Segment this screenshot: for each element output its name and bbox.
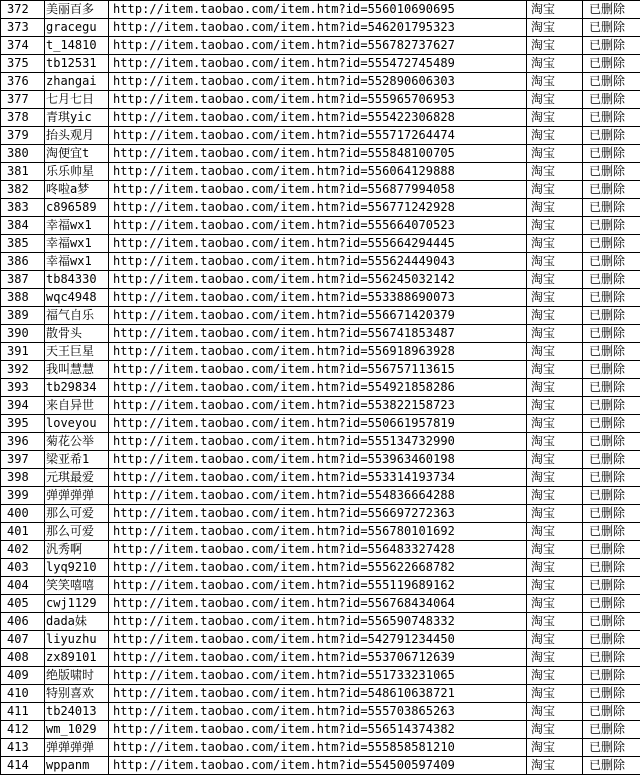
- username-cell[interactable]: 幸福wx1: [45, 217, 109, 235]
- username-cell[interactable]: tb12531: [45, 55, 109, 73]
- item-url-cell[interactable]: http://item.taobao.com/item.htm?id=542791234450: [109, 631, 527, 649]
- status-cell[interactable]: 已删除: [583, 451, 640, 469]
- username-cell[interactable]: cwj1129: [45, 595, 109, 613]
- username-cell[interactable]: dada妹: [45, 613, 109, 631]
- table-row: [1, 361, 640, 379]
- username-cell[interactable]: 散骨头: [45, 325, 109, 343]
- username-cell[interactable]: 笑笑嘻嘻: [45, 577, 109, 595]
- item-url-cell[interactable]: http://item.taobao.com/item.htm?id=552890606303: [109, 73, 527, 91]
- platform-cell[interactable]: 淘宝: [527, 631, 583, 649]
- table-row: [1, 343, 640, 361]
- username-cell[interactable]: 弹弹弹弹: [45, 487, 109, 505]
- table-row: [1, 19, 640, 37]
- table-row: [1, 739, 640, 757]
- platform-cell[interactable]: 淘宝: [527, 217, 583, 235]
- platform-cell[interactable]: 淘宝: [527, 577, 583, 595]
- item-url-cell[interactable]: http://item.taobao.com/item.htm?id=555858581210: [109, 739, 527, 757]
- item-url-cell[interactable]: http://item.taobao.com/item.htm?id=553388690073: [109, 289, 527, 307]
- username-cell[interactable]: 淘便宜t: [45, 145, 109, 163]
- table-row: [1, 649, 640, 667]
- platform-cell[interactable]: 淘宝: [527, 595, 583, 613]
- item-url-cell[interactable]: http://item.taobao.com/item.htm?id=555965706953: [109, 91, 527, 109]
- username-cell[interactable]: 咚啦a梦: [45, 181, 109, 199]
- row-number-cell[interactable]: 383: [1, 199, 45, 217]
- username-cell[interactable]: tb84330: [45, 271, 109, 289]
- username-cell[interactable]: 幸福wx1: [45, 235, 109, 253]
- status-cell[interactable]: 已删除: [583, 469, 640, 487]
- username-cell[interactable]: 抬头观月: [45, 127, 109, 145]
- username-cell[interactable]: 绝版啸时: [45, 667, 109, 685]
- item-url-cell[interactable]: http://item.taobao.com/item.htm?id=556768434064: [109, 595, 527, 613]
- username-cell[interactable]: 来自异世: [45, 397, 109, 415]
- table-row: [1, 307, 640, 325]
- item-url-cell[interactable]: http://item.taobao.com/item.htm?id=556697272363: [109, 505, 527, 523]
- platform-cell[interactable]: 淘宝: [527, 19, 583, 37]
- username-cell[interactable]: zx89101: [45, 649, 109, 667]
- row-number-cell[interactable]: 414: [1, 757, 45, 775]
- status-cell[interactable]: 已删除: [583, 613, 640, 631]
- status-cell[interactable]: 已删除: [583, 361, 640, 379]
- status-cell[interactable]: 已删除: [583, 55, 640, 73]
- table-row: [1, 253, 640, 271]
- table-row: [1, 595, 640, 613]
- platform-cell[interactable]: 淘宝: [527, 559, 583, 577]
- platform-cell[interactable]: 淘宝: [527, 37, 583, 55]
- username-cell[interactable]: tb24013: [45, 703, 109, 721]
- item-url-cell[interactable]: http://item.taobao.com/item.htm?id=556780101692: [109, 523, 527, 541]
- platform-cell[interactable]: 淘宝: [527, 343, 583, 361]
- status-cell[interactable]: 已删除: [583, 163, 640, 181]
- status-cell[interactable]: 已删除: [583, 379, 640, 397]
- username-cell[interactable]: 元琪最爱: [45, 469, 109, 487]
- platform-cell[interactable]: 淘宝: [527, 91, 583, 109]
- table-row: [1, 469, 640, 487]
- row-number-cell[interactable]: 385: [1, 235, 45, 253]
- item-url-cell[interactable]: http://item.taobao.com/item.htm?id=551733231065: [109, 667, 527, 685]
- row-number-cell[interactable]: 404: [1, 577, 45, 595]
- username-cell[interactable]: wppanm: [45, 757, 109, 775]
- row-number-cell[interactable]: 390: [1, 325, 45, 343]
- row-number-cell[interactable]: 377: [1, 91, 45, 109]
- username-cell[interactable]: zhangai: [45, 73, 109, 91]
- item-url-cell[interactable]: http://item.taobao.com/item.htm?id=556514374382: [109, 721, 527, 739]
- table-row: [1, 163, 640, 181]
- username-cell[interactable]: 汎秀啊: [45, 541, 109, 559]
- username-cell[interactable]: c896589: [45, 199, 109, 217]
- status-cell[interactable]: 已删除: [583, 145, 640, 163]
- table-row: [1, 325, 640, 343]
- platform-cell[interactable]: 淘宝: [527, 1, 583, 19]
- username-cell[interactable]: 那么可爱: [45, 523, 109, 541]
- row-number-cell[interactable]: 410: [1, 685, 45, 703]
- platform-cell[interactable]: 淘宝: [527, 649, 583, 667]
- username-cell[interactable]: 我叫慧慧: [45, 361, 109, 379]
- status-cell[interactable]: 已删除: [583, 649, 640, 667]
- table-row: [1, 559, 640, 577]
- item-url-cell[interactable]: http://item.taobao.com/item.htm?id=553822158723: [109, 397, 527, 415]
- item-url-cell[interactable]: http://item.taobao.com/item.htm?id=556483327428: [109, 541, 527, 559]
- row-number-cell[interactable]: 401: [1, 523, 45, 541]
- platform-cell[interactable]: 淘宝: [527, 271, 583, 289]
- item-url-cell[interactable]: http://item.taobao.com/item.htm?id=556671420379: [109, 307, 527, 325]
- table-row: [1, 181, 640, 199]
- status-cell[interactable]: 已删除: [583, 343, 640, 361]
- status-cell[interactable]: 已删除: [583, 415, 640, 433]
- row-number-cell[interactable]: 380: [1, 145, 45, 163]
- row-number-cell[interactable]: 375: [1, 55, 45, 73]
- status-cell[interactable]: 已删除: [583, 235, 640, 253]
- status-cell[interactable]: 已删除: [583, 109, 640, 127]
- table-row: [1, 523, 640, 541]
- username-cell[interactable]: 菊花公举: [45, 433, 109, 451]
- row-number-cell[interactable]: 411: [1, 703, 45, 721]
- username-cell[interactable]: gracegu: [45, 19, 109, 37]
- platform-cell[interactable]: 淘宝: [527, 685, 583, 703]
- table-row: [1, 631, 640, 649]
- status-cell[interactable]: 已删除: [583, 685, 640, 703]
- status-cell[interactable]: 已删除: [583, 325, 640, 343]
- status-cell[interactable]: 已删除: [583, 595, 640, 613]
- status-cell[interactable]: 已删除: [583, 73, 640, 91]
- table-row: [1, 451, 640, 469]
- status-cell[interactable]: 已删除: [583, 1, 640, 19]
- status-cell[interactable]: 已删除: [583, 667, 640, 685]
- item-url-cell[interactable]: http://item.taobao.com/item.htm?id=554500597409: [109, 757, 527, 775]
- table-row: [1, 415, 640, 433]
- row-number-cell[interactable]: 406: [1, 613, 45, 631]
- username-cell[interactable]: 那么可爱: [45, 505, 109, 523]
- table-row: [1, 577, 640, 595]
- platform-cell[interactable]: 淘宝: [527, 415, 583, 433]
- platform-cell[interactable]: 淘宝: [527, 613, 583, 631]
- row-number-cell[interactable]: 376: [1, 73, 45, 91]
- row-number-cell[interactable]: 391: [1, 343, 45, 361]
- platform-cell[interactable]: 淘宝: [527, 55, 583, 73]
- item-url-cell[interactable]: http://item.taobao.com/item.htm?id=555119689162: [109, 577, 527, 595]
- platform-cell[interactable]: 淘宝: [527, 253, 583, 271]
- row-number-cell[interactable]: 372: [1, 1, 45, 19]
- username-cell[interactable]: tb29834: [45, 379, 109, 397]
- username-cell[interactable]: 乐乐帅星: [45, 163, 109, 181]
- platform-cell[interactable]: 淘宝: [527, 289, 583, 307]
- platform-cell[interactable]: 淘宝: [527, 703, 583, 721]
- item-url-cell[interactable]: http://item.taobao.com/item.htm?id=556064129888: [109, 163, 527, 181]
- username-cell[interactable]: t_14810: [45, 37, 109, 55]
- item-url-cell[interactable]: http://item.taobao.com/item.htm?id=555664294445: [109, 235, 527, 253]
- status-cell[interactable]: 已删除: [583, 253, 640, 271]
- username-cell[interactable]: 青琪yic: [45, 109, 109, 127]
- status-cell[interactable]: 已删除: [583, 289, 640, 307]
- platform-cell[interactable]: 淘宝: [527, 145, 583, 163]
- status-cell[interactable]: 已删除: [583, 721, 640, 739]
- status-cell[interactable]: 已删除: [583, 577, 640, 595]
- platform-cell[interactable]: 淘宝: [527, 451, 583, 469]
- row-number-cell[interactable]: 379: [1, 127, 45, 145]
- table-row: [1, 721, 640, 739]
- platform-cell[interactable]: 淘宝: [527, 541, 583, 559]
- status-cell[interactable]: 已删除: [583, 19, 640, 37]
- username-cell[interactable]: liyuzhu: [45, 631, 109, 649]
- username-cell[interactable]: wqc4948: [45, 289, 109, 307]
- platform-cell[interactable]: 淘宝: [527, 199, 583, 217]
- table-row: [1, 703, 640, 721]
- status-cell[interactable]: 已删除: [583, 505, 640, 523]
- platform-cell[interactable]: 淘宝: [527, 325, 583, 343]
- status-cell[interactable]: 已删除: [583, 757, 640, 775]
- status-cell[interactable]: 已删除: [583, 559, 640, 577]
- item-url-cell[interactable]: http://item.taobao.com/item.htm?id=555703865263: [109, 703, 527, 721]
- row-number-cell[interactable]: 386: [1, 253, 45, 271]
- item-url-cell[interactable]: http://item.taobao.com/item.htm?id=555664070523: [109, 217, 527, 235]
- status-cell[interactable]: 已删除: [583, 523, 640, 541]
- row-number-cell[interactable]: 413: [1, 739, 45, 757]
- platform-cell[interactable]: 淘宝: [527, 379, 583, 397]
- row-number-cell[interactable]: 395: [1, 415, 45, 433]
- table-row: [1, 757, 640, 775]
- item-url-cell[interactable]: http://item.taobao.com/item.htm?id=553314193734: [109, 469, 527, 487]
- username-cell[interactable]: 福气自乐: [45, 307, 109, 325]
- status-cell[interactable]: 已删除: [583, 739, 640, 757]
- table-row: [1, 73, 640, 91]
- table-row: [1, 1, 640, 19]
- username-cell[interactable]: lyq9210: [45, 559, 109, 577]
- item-url-cell[interactable]: http://item.taobao.com/item.htm?id=555624449043: [109, 253, 527, 271]
- row-number-cell[interactable]: 374: [1, 37, 45, 55]
- platform-cell[interactable]: 淘宝: [527, 127, 583, 145]
- table-row: [1, 505, 640, 523]
- status-cell[interactable]: 已删除: [583, 37, 640, 55]
- item-url-cell[interactable]: http://item.taobao.com/item.htm?id=556782737627: [109, 37, 527, 55]
- row-number-cell[interactable]: 408: [1, 649, 45, 667]
- platform-cell[interactable]: 淘宝: [527, 397, 583, 415]
- status-cell[interactable]: 已删除: [583, 199, 640, 217]
- item-url-cell[interactable]: http://item.taobao.com/item.htm?id=554921858286: [109, 379, 527, 397]
- status-cell[interactable]: 已删除: [583, 631, 640, 649]
- table-row: [1, 235, 640, 253]
- row-number-cell[interactable]: 388: [1, 289, 45, 307]
- row-number-cell[interactable]: 384: [1, 217, 45, 235]
- status-cell[interactable]: 已删除: [583, 181, 640, 199]
- table-row: [1, 55, 640, 73]
- status-cell[interactable]: 已删除: [583, 541, 640, 559]
- item-url-cell[interactable]: http://item.taobao.com/item.htm?id=555422306828: [109, 109, 527, 127]
- row-number-cell[interactable]: 378: [1, 109, 45, 127]
- status-cell[interactable]: 已删除: [583, 271, 640, 289]
- platform-cell[interactable]: 淘宝: [527, 469, 583, 487]
- platform-cell[interactable]: 淘宝: [527, 757, 583, 775]
- row-number-cell[interactable]: 389: [1, 307, 45, 325]
- table-row: [1, 433, 640, 451]
- row-number-cell[interactable]: 398: [1, 469, 45, 487]
- item-url-cell[interactable]: http://item.taobao.com/item.htm?id=555848100705: [109, 145, 527, 163]
- status-cell[interactable]: 已删除: [583, 91, 640, 109]
- status-cell[interactable]: 已删除: [583, 703, 640, 721]
- platform-cell[interactable]: 淘宝: [527, 361, 583, 379]
- item-url-cell[interactable]: http://item.taobao.com/item.htm?id=553706712639: [109, 649, 527, 667]
- row-number-cell[interactable]: 400: [1, 505, 45, 523]
- platform-cell[interactable]: 淘宝: [527, 109, 583, 127]
- table-row: [1, 109, 640, 127]
- username-cell[interactable]: wm_1029: [45, 721, 109, 739]
- row-number-cell[interactable]: 402: [1, 541, 45, 559]
- row-number-cell[interactable]: 373: [1, 19, 45, 37]
- row-number-cell[interactable]: 409: [1, 667, 45, 685]
- item-url-cell[interactable]: http://item.taobao.com/item.htm?id=546201795323: [109, 19, 527, 37]
- row-number-cell[interactable]: 382: [1, 181, 45, 199]
- status-cell[interactable]: 已删除: [583, 307, 640, 325]
- item-url-cell[interactable]: http://item.taobao.com/item.htm?id=556771242928: [109, 199, 527, 217]
- item-url-cell[interactable]: http://item.taobao.com/item.htm?id=553963460198: [109, 451, 527, 469]
- table-row: [1, 217, 640, 235]
- row-number-cell[interactable]: 405: [1, 595, 45, 613]
- table-row: [1, 613, 640, 631]
- row-number-cell[interactable]: 392: [1, 361, 45, 379]
- table-row: [1, 487, 640, 505]
- table-row: [1, 91, 640, 109]
- item-url-cell[interactable]: http://item.taobao.com/item.htm?id=555472745489: [109, 55, 527, 73]
- table-row: [1, 397, 640, 415]
- status-cell[interactable]: 已删除: [583, 127, 640, 145]
- username-cell[interactable]: 弹弹弹弹: [45, 739, 109, 757]
- row-number-cell[interactable]: 403: [1, 559, 45, 577]
- username-cell[interactable]: 梁亚希1: [45, 451, 109, 469]
- table-row: [1, 199, 640, 217]
- row-number-cell[interactable]: 407: [1, 631, 45, 649]
- item-url-cell[interactable]: http://item.taobao.com/item.htm?id=554836664288: [109, 487, 527, 505]
- username-cell[interactable]: 七月七日: [45, 91, 109, 109]
- table-row: [1, 145, 640, 163]
- username-cell[interactable]: 美丽百多: [45, 1, 109, 19]
- platform-cell[interactable]: 淘宝: [527, 73, 583, 91]
- platform-cell[interactable]: 淘宝: [527, 667, 583, 685]
- status-cell[interactable]: 已删除: [583, 487, 640, 505]
- table-row: [1, 271, 640, 289]
- row-number-cell[interactable]: 393: [1, 379, 45, 397]
- username-cell[interactable]: 天王巨星: [45, 343, 109, 361]
- item-url-cell[interactable]: http://item.taobao.com/item.htm?id=555622668782: [109, 559, 527, 577]
- platform-cell[interactable]: 淘宝: [527, 523, 583, 541]
- platform-cell[interactable]: 淘宝: [527, 163, 583, 181]
- item-url-cell[interactable]: http://item.taobao.com/item.htm?id=556757113615: [109, 361, 527, 379]
- item-url-cell[interactable]: http://item.taobao.com/item.htm?id=556245032142: [109, 271, 527, 289]
- table-row: [1, 541, 640, 559]
- table-row: [1, 37, 640, 55]
- platform-cell[interactable]: 淘宝: [527, 235, 583, 253]
- item-url-cell[interactable]: http://item.taobao.com/item.htm?id=556741853487: [109, 325, 527, 343]
- table-row: [1, 127, 640, 145]
- table-row: [1, 379, 640, 397]
- table-row: [1, 667, 640, 685]
- table-row: [1, 685, 640, 703]
- row-number-cell[interactable]: 381: [1, 163, 45, 181]
- table-body: [1, 1, 640, 775]
- item-url-cell[interactable]: http://item.taobao.com/item.htm?id=555134732990: [109, 433, 527, 451]
- row-number-cell[interactable]: 399: [1, 487, 45, 505]
- platform-cell[interactable]: 淘宝: [527, 739, 583, 757]
- item-url-cell[interactable]: http://item.taobao.com/item.htm?id=555717264474: [109, 127, 527, 145]
- platform-cell[interactable]: 淘宝: [527, 307, 583, 325]
- username-cell[interactable]: 特别喜欢: [45, 685, 109, 703]
- username-cell[interactable]: loveyou: [45, 415, 109, 433]
- username-cell[interactable]: 幸福wx1: [45, 253, 109, 271]
- item-url-cell[interactable]: http://item.taobao.com/item.htm?id=548610638721: [109, 685, 527, 703]
- platform-cell[interactable]: 淘宝: [527, 181, 583, 199]
- row-number-cell[interactable]: 394: [1, 397, 45, 415]
- table-row: [1, 289, 640, 307]
- item-url-cell[interactable]: http://item.taobao.com/item.htm?id=556877994058: [109, 181, 527, 199]
- row-number-cell[interactable]: 397: [1, 451, 45, 469]
- item-url-cell[interactable]: http://item.taobao.com/item.htm?id=550661957819: [109, 415, 527, 433]
- status-cell[interactable]: 已删除: [583, 217, 640, 235]
- platform-cell[interactable]: 淘宝: [527, 433, 583, 451]
- status-cell[interactable]: 已删除: [583, 433, 640, 451]
- status-cell[interactable]: 已删除: [583, 397, 640, 415]
- item-url-cell[interactable]: http://item.taobao.com/item.htm?id=556918963928: [109, 343, 527, 361]
- row-number-cell[interactable]: 412: [1, 721, 45, 739]
- platform-cell[interactable]: 淘宝: [527, 721, 583, 739]
- row-number-cell[interactable]: 396: [1, 433, 45, 451]
- item-url-cell[interactable]: http://item.taobao.com/item.htm?id=556590748332: [109, 613, 527, 631]
- platform-cell[interactable]: 淘宝: [527, 505, 583, 523]
- row-number-cell[interactable]: 387: [1, 271, 45, 289]
- item-url-cell[interactable]: http://item.taobao.com/item.htm?id=556010690695: [109, 1, 527, 19]
- platform-cell[interactable]: 淘宝: [527, 487, 583, 505]
